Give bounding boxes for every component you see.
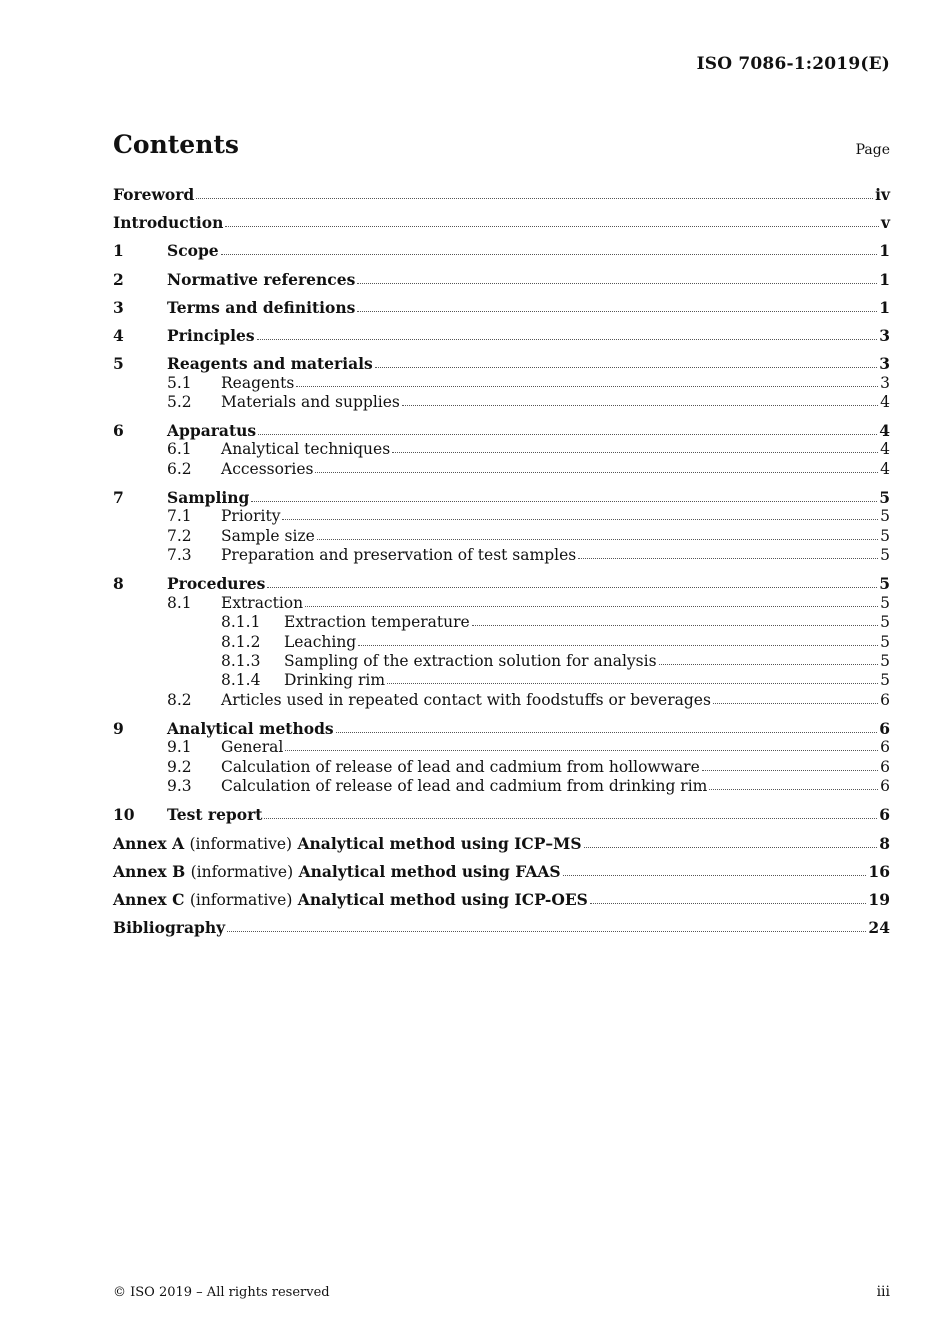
toc-entry-number: 9.3 (167, 777, 192, 796)
toc-entry-title: Sampling (167, 488, 250, 508)
toc-entry[interactable] (113, 298, 890, 317)
toc-entry-title: Introduction (113, 213, 224, 233)
toc-entry[interactable] (113, 185, 890, 204)
toc-entry-title: Preparation and preservation of test samples (221, 546, 577, 565)
toc-entry-title: Procedures (167, 574, 266, 594)
dot-leader (702, 769, 878, 771)
toc-entry[interactable] (113, 270, 890, 289)
toc-entry-title: Sampling of the extraction solution for analysis (284, 651, 657, 670)
toc-entry-title: Terms and definitions (167, 297, 356, 317)
toc-entry[interactable] (113, 488, 890, 507)
dot-leader (584, 846, 878, 848)
toc-entry-page: v (880, 213, 890, 233)
toc-entry-title: Apparatus (167, 421, 257, 441)
toc-entry[interactable] (113, 918, 890, 937)
toc-entry-page: 8 (879, 833, 890, 853)
toc-entry[interactable] (113, 738, 890, 757)
annex-type: (informative) (189, 834, 293, 853)
dot-leader (305, 605, 878, 607)
dot-leader (357, 310, 877, 312)
dot-leader (563, 874, 867, 876)
toc-entry[interactable] (113, 374, 890, 393)
toc-entry-title (113, 890, 588, 910)
dot-leader (257, 338, 878, 340)
toc-entry[interactable] (113, 574, 890, 593)
toc-entry-page: 6 (879, 718, 890, 738)
toc-entry-page: 6 (880, 777, 890, 796)
toc-entry-title: Priority (221, 507, 281, 526)
toc-entry-page: 5 (879, 488, 890, 508)
toc-entry[interactable] (113, 460, 890, 479)
toc-entry-number: 3 (113, 297, 124, 317)
annex-label: Annex A (113, 833, 185, 853)
toc-entry-title: Analytical methods (167, 718, 334, 738)
toc-entry-page: 5 (880, 632, 890, 651)
page-number: iii (876, 1284, 890, 1300)
dot-leader (336, 731, 878, 733)
toc-entry-number: 4 (113, 325, 124, 345)
dot-leader (225, 225, 879, 227)
toc-entry-page: 6 (880, 757, 890, 776)
dot-leader (315, 471, 878, 473)
toc-entry-title: Sample size (221, 526, 315, 545)
toc-entry[interactable] (113, 758, 890, 777)
toc-entry-title: Principles (167, 325, 255, 345)
toc-entry-number: 7 (113, 488, 124, 508)
contents-heading (113, 130, 890, 164)
toc-entry-annex[interactable] (113, 890, 890, 909)
toc-entry-title: General (221, 738, 284, 757)
toc-entry-page: 5 (880, 546, 890, 565)
toc-entry-number: 7.1 (167, 507, 192, 526)
dot-leader (296, 385, 878, 387)
toc-entry-number: 8 (113, 574, 124, 594)
toc-entry-number: 9 (113, 718, 124, 738)
toc-entry-number: 9.2 (167, 757, 192, 776)
dot-leader (267, 586, 877, 588)
toc-entry[interactable] (113, 805, 890, 824)
toc-entry-page: 1 (879, 269, 890, 289)
dot-leader (713, 702, 878, 704)
page-title: Contents (113, 130, 240, 159)
toc-entry-page: 6 (880, 738, 890, 757)
toc-entry-page: 5 (879, 574, 890, 594)
toc-entry-number: 7.2 (167, 526, 192, 545)
toc-entry-title: Extraction (221, 593, 304, 612)
toc-entry[interactable] (113, 421, 890, 440)
toc-entry-page: 4 (880, 440, 890, 459)
toc-entry[interactable] (113, 440, 890, 459)
toc-entry-page: 16 (868, 861, 890, 881)
toc-entry-number: 9.1 (167, 738, 192, 757)
toc-entry-page: 1 (879, 297, 890, 317)
dot-leader (659, 663, 879, 665)
toc-entry-annex[interactable] (113, 862, 890, 881)
toc-entry[interactable] (113, 326, 890, 345)
annex-title: Analytical method using ICP–MS (297, 833, 582, 853)
toc-entry-page: 6 (879, 805, 890, 825)
toc-entry-title (113, 862, 561, 882)
dot-leader (357, 282, 877, 284)
toc-entry-page: 5 (880, 651, 890, 670)
dot-leader (392, 451, 878, 453)
dot-leader (196, 197, 873, 199)
toc-entry-title: Foreword (113, 185, 195, 204)
toc-entry[interactable] (113, 213, 890, 232)
dot-leader (227, 930, 866, 932)
dot-leader (402, 404, 878, 406)
page-column-label: Page (855, 142, 890, 158)
annex-type: (informative) (190, 862, 294, 881)
annex-type: (informative) (189, 890, 293, 909)
toc-entry-page: 6 (880, 690, 890, 709)
toc-entry-page: iv (875, 185, 890, 204)
toc-entry-title: Bibliography (113, 918, 226, 938)
toc-entry-page: 4 (880, 459, 890, 478)
toc-entry-page: 5 (880, 526, 890, 545)
toc-entry-number: 2 (113, 269, 124, 289)
toc-entry[interactable] (113, 594, 890, 613)
toc-entry-title: Reagents (221, 373, 295, 392)
toc-entry-title: Drinking rim (284, 671, 386, 690)
toc-entry-number: 5.2 (167, 392, 192, 411)
toc-entry[interactable] (113, 613, 890, 632)
toc-entry-title: Accessories (221, 459, 314, 478)
toc-entry-number: 8.1.2 (221, 632, 261, 651)
toc-entry[interactable] (113, 354, 890, 373)
dot-leader (358, 644, 878, 646)
toc-entry[interactable] (113, 546, 890, 565)
annex-label: Annex C (113, 889, 185, 909)
toc-entry[interactable] (113, 671, 890, 690)
dot-leader (472, 624, 878, 626)
dot-leader (590, 902, 867, 904)
toc-entry-title: Test report (167, 805, 263, 825)
dot-leader (387, 682, 878, 684)
toc-entry[interactable] (113, 527, 890, 546)
dot-leader (578, 557, 878, 559)
toc-entry-page: 5 (880, 613, 890, 632)
toc-entry-title: Materials and supplies (221, 392, 400, 411)
toc-entry-page: 3 (880, 373, 890, 392)
toc-entry-number: 6.2 (167, 459, 192, 478)
toc-entry[interactable] (113, 393, 890, 412)
toc-entry-page: 5 (880, 507, 890, 526)
toc-entry-number: 8.1 (167, 593, 192, 612)
toc-entry-page: 4 (879, 421, 890, 441)
dot-leader (251, 500, 877, 502)
toc-entry-number: 8.1.3 (221, 651, 261, 670)
toc-entry-title: Scope (167, 241, 219, 261)
toc-entry[interactable] (113, 691, 890, 710)
toc-entry-title: Normative references (167, 269, 356, 289)
dot-leader (258, 433, 877, 435)
toc-entry-title: Extraction temperature (284, 613, 470, 632)
toc-entry-title: Leaching (284, 632, 357, 651)
toc-entry-number: 5 (113, 354, 124, 374)
toc-entry-number: 5.1 (167, 373, 192, 392)
dot-leader (285, 749, 878, 751)
dot-leader (709, 788, 878, 790)
toc-entry-page: 5 (880, 593, 890, 612)
toc-entry-title: Calculation of release of lead and cadmium from drinking rim (221, 777, 708, 796)
toc-entry-title: Analytical techniques (221, 440, 391, 459)
toc-entry-number: 1 (113, 241, 124, 261)
table-of-contents (113, 185, 890, 937)
toc-entry[interactable] (113, 777, 890, 796)
dot-leader (317, 538, 878, 540)
toc-entry-number: 8.1.1 (221, 613, 261, 632)
dot-leader (282, 518, 878, 520)
toc-entry-number: 8.2 (167, 690, 192, 709)
toc-entry-annex[interactable] (113, 834, 890, 853)
dot-leader (375, 366, 877, 368)
annex-label: Annex B (113, 861, 186, 881)
toc-entry-page: 5 (880, 671, 890, 690)
toc-entry-page: 1 (879, 241, 890, 261)
toc-entry-title: Calculation of release of lead and cadmium from hollowware (221, 757, 700, 776)
dot-leader (264, 817, 877, 819)
toc-entry-page: 3 (879, 325, 890, 345)
toc-entry[interactable] (113, 633, 890, 652)
toc-entry-number: 8.1.4 (221, 671, 261, 690)
toc-entry-title: Reagents and materials (167, 354, 373, 374)
toc-entry-title: Articles used in repeated contact with foodstuffs or beverages (221, 690, 711, 709)
toc-entry[interactable] (113, 652, 890, 671)
toc-entry-page: 24 (868, 918, 890, 938)
dot-leader (221, 253, 878, 255)
toc-entry-page: 4 (880, 392, 890, 411)
annex-title: Analytical method using ICP-OES (297, 889, 588, 909)
toc-entry-number: 7.3 (167, 546, 192, 565)
toc-entry-title (113, 834, 582, 854)
toc-entry-number: 6 (113, 421, 124, 441)
toc-entry[interactable] (113, 719, 890, 738)
toc-entry[interactable] (113, 241, 890, 260)
toc-entry-page: 19 (868, 889, 890, 909)
toc-entry-number: 6.1 (167, 440, 192, 459)
annex-title: Analytical method using FAAS (298, 861, 561, 881)
toc-entry-page: 3 (879, 354, 890, 374)
toc-entry[interactable] (113, 507, 890, 526)
standard-identifier: ISO 7086-1:2019(E) (696, 54, 890, 74)
toc-entry-number: 10 (113, 805, 135, 825)
copyright-notice: © ISO 2019 – All rights reserved (113, 1285, 330, 1300)
